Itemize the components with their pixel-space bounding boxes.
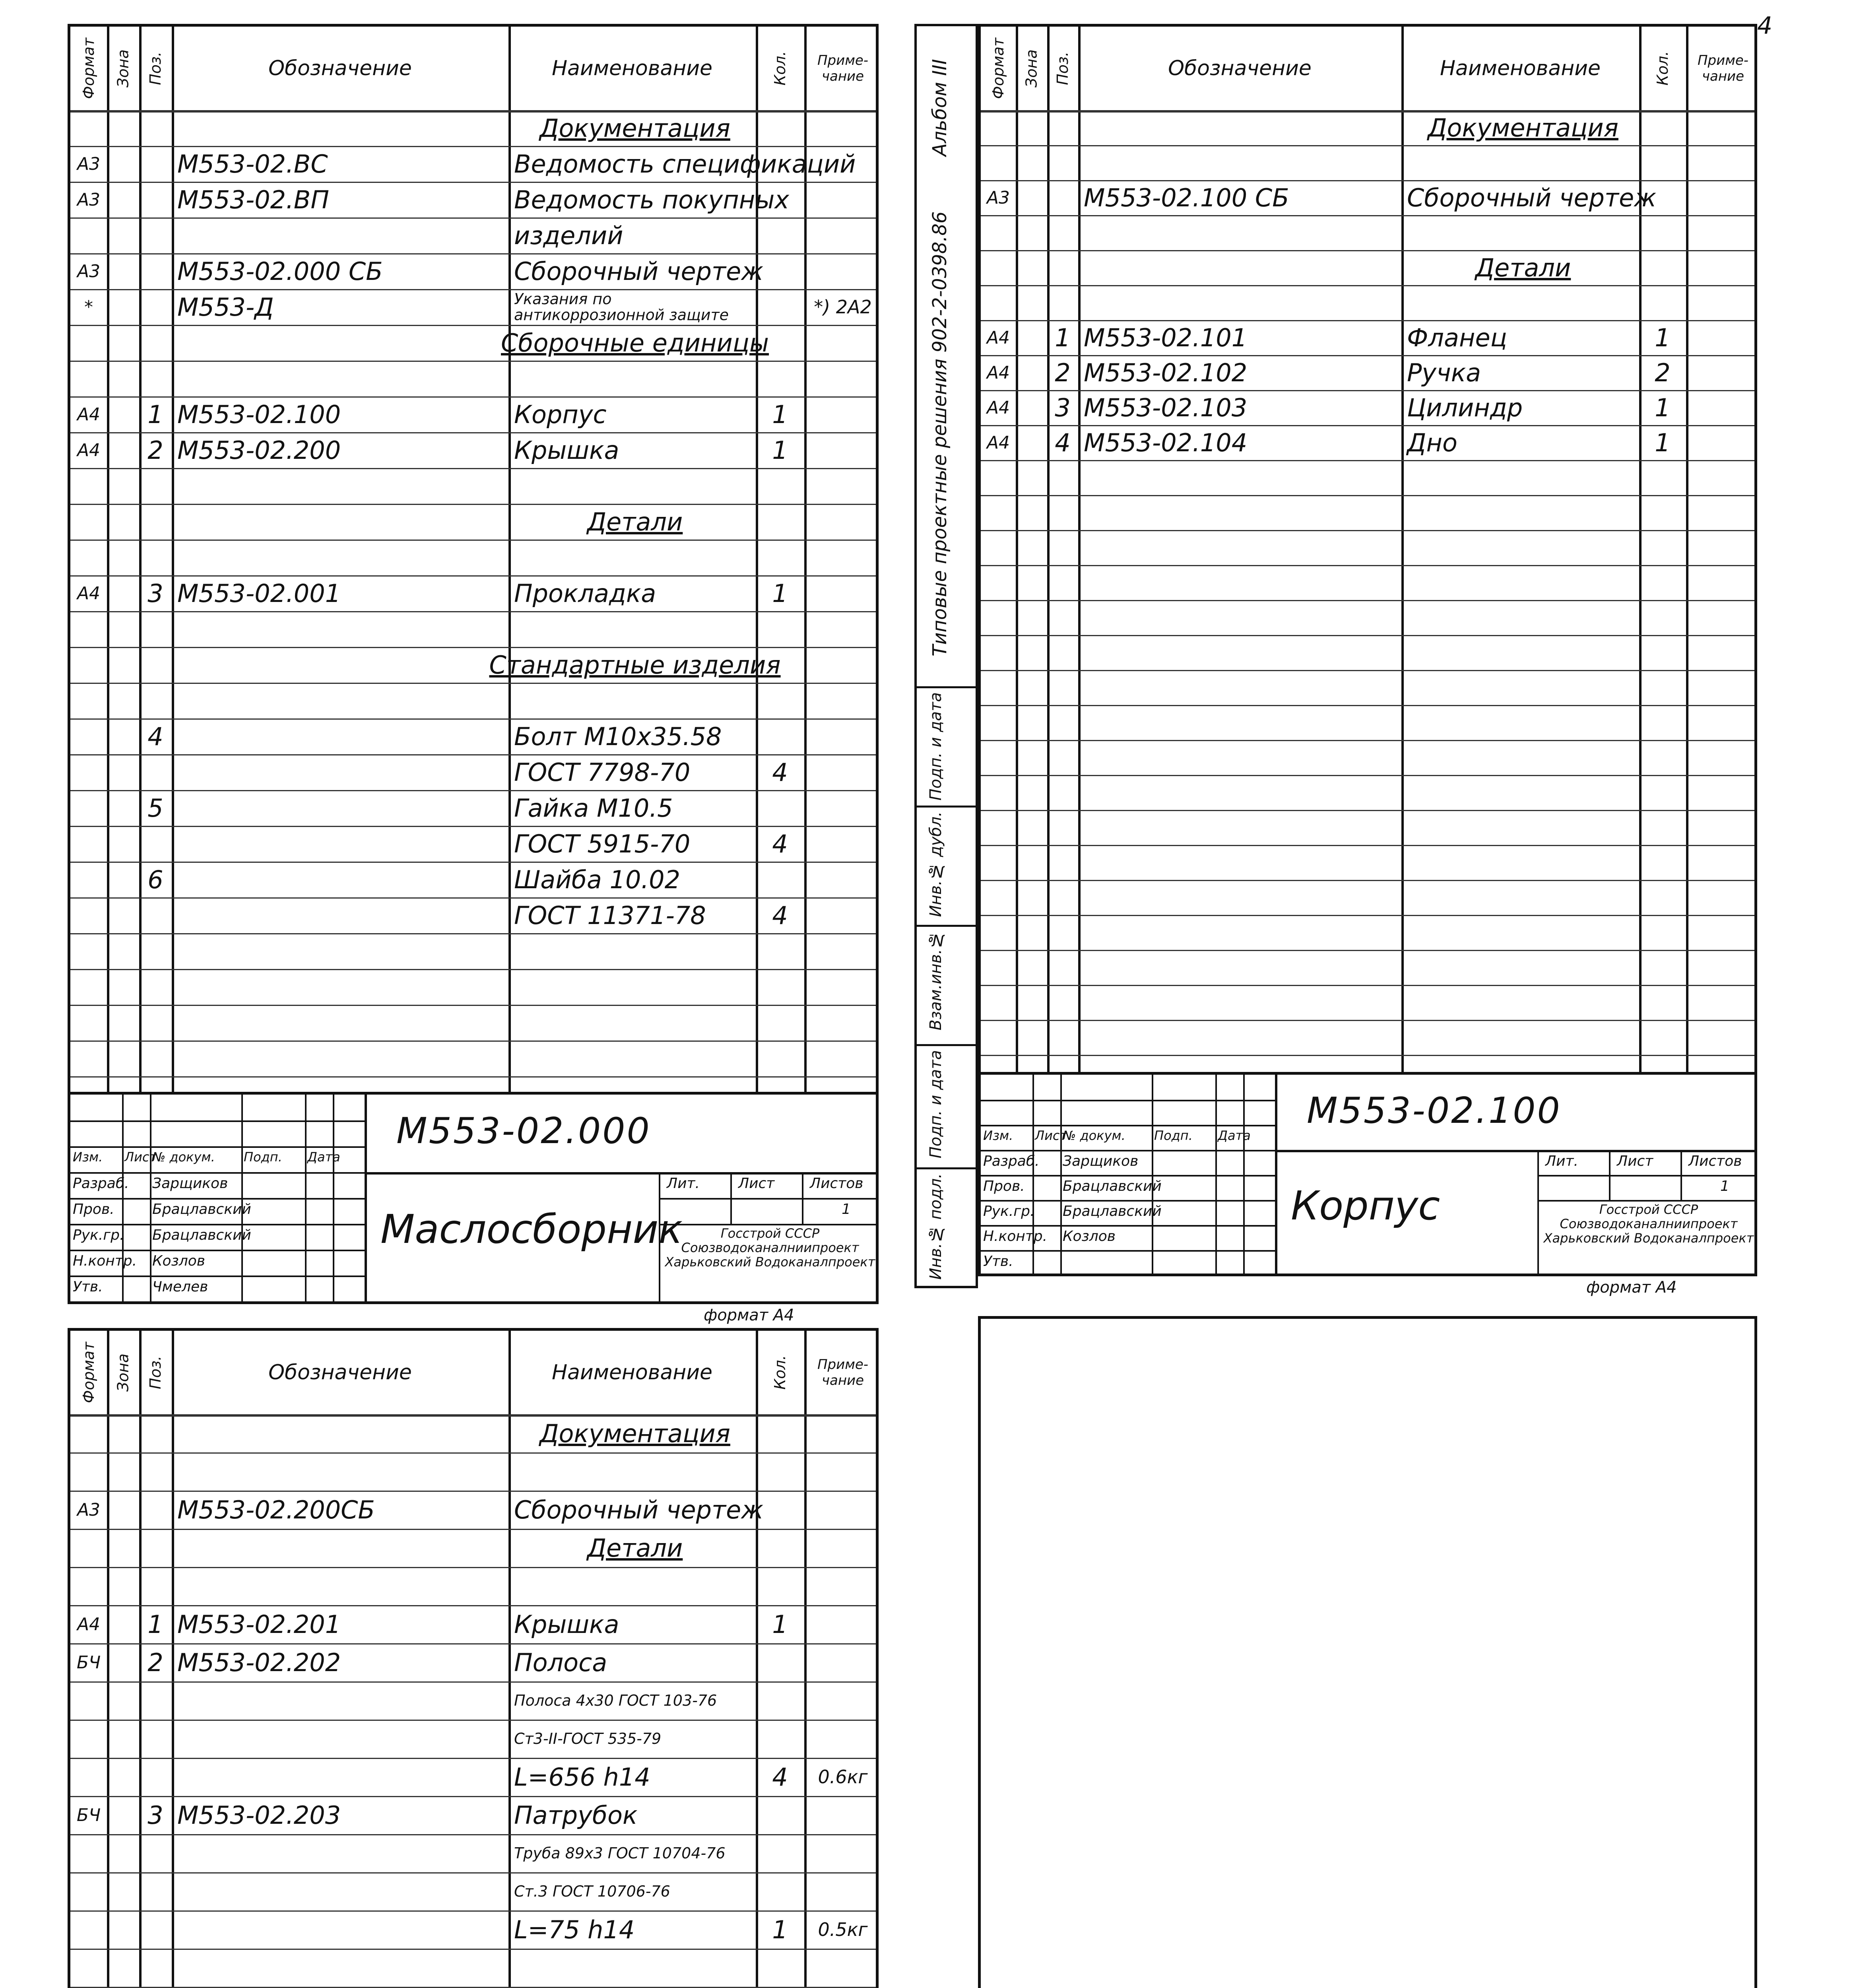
title-block-col-line bbox=[1243, 1075, 1245, 1274]
spec-row bbox=[70, 1452, 876, 1491]
cell-name: Сборочный чертеж bbox=[514, 256, 764, 286]
row-divider bbox=[981, 950, 1754, 951]
cell-name: Болт М10х35.58 bbox=[514, 722, 722, 751]
title-block-header-podp: Подп. bbox=[244, 1149, 282, 1165]
title-block-name: Козлов bbox=[152, 1253, 205, 1269]
cell-name: Труба 89х3 ГОСТ 10704-76 bbox=[514, 1844, 726, 1862]
title-block-role: Разраб. bbox=[983, 1153, 1040, 1169]
title-block-row-line bbox=[659, 1224, 876, 1225]
document-code: M553-02.000 bbox=[396, 1110, 651, 1152]
cell-pos: 3 bbox=[147, 579, 163, 608]
cell-name: Документация bbox=[539, 1419, 730, 1448]
cell-name: Полоса 4х30 ГОСТ 103-76 bbox=[514, 1692, 717, 1709]
side-project-label: Типовые проектные решения 902-2-0398.86 bbox=[929, 211, 951, 656]
cell-format: A3 bbox=[77, 189, 101, 210]
cell-format: A4 bbox=[986, 327, 1010, 348]
sheet2-format-note: формат А4 bbox=[1586, 1278, 1677, 1297]
title-block-header-izm: Изм. bbox=[983, 1128, 1013, 1143]
side-cell-sign-date-2: Подп. и дата bbox=[917, 1044, 976, 1169]
cell-name: Ведомость спецификаций bbox=[514, 149, 856, 179]
title-block-col-line bbox=[659, 1172, 660, 1301]
title-block-name: Чмелев bbox=[152, 1279, 208, 1295]
cell-name: ГОСТ 11371-78 bbox=[514, 901, 706, 930]
cell-pos: 3 bbox=[1055, 393, 1071, 422]
title-block-row-line bbox=[1537, 1200, 1754, 1202]
cell-note: 0.6кг bbox=[818, 1766, 868, 1788]
row-divider bbox=[981, 530, 1754, 531]
cell-format: БЧ bbox=[76, 1652, 101, 1673]
cell-name: Корпус bbox=[514, 400, 607, 429]
row-divider bbox=[981, 565, 1754, 566]
cell-pos: 4 bbox=[147, 722, 163, 751]
title-block-role: Рук.гр. bbox=[983, 1203, 1035, 1219]
title-block-row-line bbox=[1537, 1175, 1754, 1176]
row-divider bbox=[981, 495, 1754, 496]
row-divider bbox=[70, 969, 876, 970]
title-block-name: Зарщиков bbox=[152, 1175, 228, 1192]
title-block-role: Разраб. bbox=[73, 1175, 129, 1192]
spec-row bbox=[70, 217, 876, 253]
title-block-header-ndoc: № докум. bbox=[1063, 1128, 1125, 1143]
column-header-qty: Кол. bbox=[1654, 51, 1671, 86]
title-block-row-line bbox=[365, 1172, 876, 1175]
title-block-header-podp: Подп. bbox=[1154, 1128, 1193, 1143]
title-block-row-line bbox=[70, 1198, 365, 1200]
row-divider bbox=[981, 460, 1754, 461]
document-title: Корпус bbox=[1291, 1182, 1440, 1229]
spec-row bbox=[70, 647, 876, 683]
side-cell-vzam: Взам.инв.№ bbox=[917, 925, 976, 1046]
row-divider bbox=[981, 1055, 1754, 1056]
column-header-pos: Поз. bbox=[147, 51, 164, 85]
title-block-col-line bbox=[241, 1095, 243, 1301]
side-binding-strip bbox=[914, 24, 978, 1288]
title-block-row-line bbox=[70, 1276, 365, 1277]
title-block-row-line bbox=[981, 1175, 1275, 1176]
row-divider bbox=[981, 985, 1754, 986]
title-block-header-lit: Лит. bbox=[1545, 1153, 1578, 1169]
document-code: M553-02.100 bbox=[1307, 1089, 1562, 1132]
cell-name: Ручка bbox=[1407, 358, 1481, 387]
cell-note: *) 2А2 bbox=[814, 296, 872, 318]
cell-name: Стандартные изделия bbox=[489, 650, 781, 679]
spec-row bbox=[981, 285, 1754, 320]
cell-qty: 4 bbox=[772, 829, 788, 858]
cell-format: БЧ bbox=[76, 1805, 101, 1825]
cell-name: Ст3-II-ГОСТ 535-79 bbox=[514, 1730, 662, 1747]
row-divider bbox=[70, 933, 876, 934]
column-header-zone: Зона bbox=[114, 1353, 132, 1392]
row-divider bbox=[981, 880, 1754, 881]
spec-row bbox=[70, 253, 876, 289]
spec-row bbox=[70, 432, 876, 468]
cell-designation: M553-02.103 bbox=[1084, 393, 1248, 422]
cell-pos: 3 bbox=[147, 1800, 163, 1830]
title-block-row-line bbox=[981, 1250, 1275, 1252]
cell-designation: M553-02.100 СБ bbox=[1084, 183, 1289, 212]
title-block-header-data: Дата bbox=[1218, 1128, 1251, 1143]
title-block-row-line bbox=[981, 1225, 1275, 1227]
cell-name: Патрубок bbox=[514, 1800, 638, 1830]
column-header-name: Наименование bbox=[551, 56, 713, 80]
spec-row bbox=[70, 862, 876, 897]
spec-row bbox=[70, 468, 876, 504]
row-divider bbox=[981, 845, 1754, 846]
column-header-note: Приме-чание bbox=[817, 1357, 869, 1388]
title-block-header-lit: Лит. bbox=[667, 1175, 700, 1192]
cell-qty: 1 bbox=[772, 1915, 788, 1944]
cell-designation: M553-02.201 bbox=[177, 1609, 341, 1639]
title-block-header-izm: Изм. bbox=[73, 1149, 103, 1165]
spec-row bbox=[981, 215, 1754, 250]
spec-row bbox=[70, 540, 876, 575]
row-divider bbox=[981, 740, 1754, 741]
cell-format: A4 bbox=[986, 362, 1010, 383]
cell-qty: 1 bbox=[772, 1609, 788, 1639]
title-block-col-line bbox=[305, 1095, 307, 1301]
title-block-col-line bbox=[1609, 1150, 1611, 1200]
row-divider bbox=[981, 635, 1754, 636]
spec-row bbox=[70, 1910, 876, 1949]
cell-name: ГОСТ 7798-70 bbox=[514, 757, 691, 787]
column-header-zone: Зона bbox=[1023, 49, 1040, 87]
cell-name: Сборочные единицы bbox=[501, 328, 769, 357]
column-header-designation: Обозначение bbox=[268, 56, 412, 80]
cell-format: * bbox=[84, 297, 93, 317]
title-block bbox=[981, 1072, 1754, 1274]
title-block-role: Утв. bbox=[73, 1279, 103, 1295]
title-block-row-line bbox=[981, 1150, 1275, 1151]
cell-qty: 4 bbox=[772, 757, 788, 787]
title-block-row-line bbox=[70, 1146, 365, 1148]
cell-designation: M553-Д bbox=[177, 292, 274, 322]
cell-qty: 4 bbox=[772, 1762, 788, 1792]
column-header-format: Формат bbox=[990, 37, 1007, 99]
cell-qty: 1 bbox=[772, 435, 788, 465]
column-header-name: Наименование bbox=[551, 1361, 713, 1384]
cell-name: Детали bbox=[1475, 253, 1571, 282]
title-block-row-line bbox=[981, 1100, 1275, 1101]
row-divider bbox=[981, 775, 1754, 776]
sheet1-format-note: формат А4 bbox=[704, 1306, 794, 1324]
cell-name: Указания по антикоррозионной защите bbox=[514, 290, 729, 324]
title-block-row-line bbox=[70, 1224, 365, 1225]
cell-name: Документация bbox=[539, 113, 730, 143]
title-block-row-line bbox=[70, 1172, 365, 1174]
cell-qty: 1 bbox=[1655, 323, 1671, 352]
column-header-format: Формат bbox=[80, 1342, 97, 1404]
column-header-zone: Зона bbox=[114, 49, 132, 87]
column-header-note: Приме-чание bbox=[1697, 52, 1749, 84]
cell-format: A4 bbox=[986, 432, 1010, 453]
cell-qty: 2 bbox=[1655, 358, 1671, 387]
cell-designation: M553-02.ВС bbox=[177, 149, 328, 179]
title-block-col-line bbox=[150, 1095, 151, 1301]
cell-format: A4 bbox=[986, 397, 1010, 418]
title-block-col-line bbox=[802, 1172, 803, 1224]
column-header-designation: Обозначение bbox=[268, 1361, 412, 1384]
cell-name: Сборочный чертеж bbox=[1407, 183, 1657, 212]
cell-designation: M553-02.202 bbox=[177, 1648, 341, 1677]
spec-row bbox=[70, 504, 876, 540]
cell-format: A4 bbox=[77, 440, 101, 460]
title-block-header-sheet: Лист bbox=[738, 1175, 775, 1192]
cell-name: Документация bbox=[1428, 113, 1618, 142]
title-block-col-line bbox=[1537, 1150, 1539, 1275]
cell-format: A4 bbox=[77, 404, 101, 425]
spec-row bbox=[981, 320, 1754, 355]
title-block-role: Н.контр. bbox=[73, 1253, 137, 1269]
title-block-header-ndoc: № докум. bbox=[152, 1149, 215, 1165]
sheets-total: 1 bbox=[1720, 1178, 1729, 1194]
cell-name: Гайка М10.5 bbox=[514, 793, 673, 823]
cell-name: L=75 h14 bbox=[514, 1915, 635, 1944]
organization-name: Госстрой СССР Союзводоканалниипроект Харьковский Водоканалпроект bbox=[665, 1226, 875, 1270]
spec-row bbox=[981, 425, 1754, 460]
spec-row bbox=[70, 1567, 876, 1605]
cell-qty: 1 bbox=[1655, 393, 1671, 422]
column-header-name: Наименование bbox=[1440, 56, 1601, 80]
spec-row bbox=[70, 1529, 876, 1567]
row-divider bbox=[70, 1005, 876, 1006]
cell-name: Ст.3 ГОСТ 10706-76 bbox=[514, 1883, 670, 1900]
page-number: 4 bbox=[1757, 12, 1773, 40]
spec-row bbox=[70, 1681, 876, 1720]
spec-row bbox=[70, 754, 876, 790]
cell-format: A4 bbox=[77, 1614, 101, 1635]
spec-row bbox=[981, 250, 1754, 285]
column-header-qty: Кол. bbox=[771, 1355, 789, 1390]
title-block-col-line bbox=[1060, 1075, 1062, 1274]
spec-row bbox=[70, 110, 876, 146]
spec-row bbox=[70, 611, 876, 647]
side-cell-sign-date-1: Подп. и дата bbox=[917, 686, 976, 808]
title-block-header-sheet: Лист bbox=[1617, 1153, 1653, 1169]
cell-name: Сборочный чертеж bbox=[514, 1495, 764, 1524]
cell-pos: 2 bbox=[147, 1648, 163, 1677]
title-block-name: Брацлавский bbox=[152, 1227, 251, 1243]
row-divider bbox=[981, 1020, 1754, 1021]
cell-format: A3 bbox=[77, 261, 101, 282]
row-divider bbox=[981, 915, 1754, 916]
spec-row bbox=[70, 575, 876, 611]
cell-pos: 2 bbox=[147, 435, 163, 465]
organization-name: Госстрой СССР Союзводоканалниипроект Харьковский Водоканалпроект bbox=[1543, 1202, 1754, 1246]
title-block-name: Брацлавский bbox=[1063, 1178, 1162, 1194]
cell-name: Шайба 10.02 bbox=[514, 865, 681, 894]
spec-row bbox=[70, 289, 876, 325]
cell-name: Фланец bbox=[1407, 323, 1507, 352]
spec-row bbox=[70, 1834, 876, 1872]
title-block-col-line bbox=[1680, 1150, 1682, 1200]
title-block-role: Н.контр. bbox=[983, 1228, 1048, 1244]
title-block-row-line bbox=[981, 1125, 1275, 1126]
column-header-format: Формат bbox=[80, 37, 97, 99]
title-block-name: Зарщиков bbox=[1063, 1153, 1139, 1169]
cell-name: Цилиндр bbox=[1407, 393, 1523, 422]
cell-pos: 1 bbox=[147, 1609, 163, 1639]
column-header-pos: Поз. bbox=[147, 1355, 164, 1390]
spec-row bbox=[70, 1758, 876, 1796]
column-header-qty: Кол. bbox=[771, 51, 789, 86]
spec-row bbox=[70, 718, 876, 754]
spec-row bbox=[70, 790, 876, 826]
cell-designation: M553-02.100 bbox=[177, 400, 341, 429]
title-block-col-line bbox=[1215, 1075, 1217, 1274]
cell-name: Детали bbox=[587, 1533, 683, 1563]
title-block-col-line bbox=[122, 1095, 124, 1301]
title-block-name: Брацлавский bbox=[152, 1201, 251, 1217]
cell-name: Крышка bbox=[514, 435, 619, 465]
cell-qty: 1 bbox=[772, 400, 788, 429]
title-block-header-list: Лист bbox=[124, 1149, 157, 1165]
spec-row bbox=[70, 1720, 876, 1758]
title-block-header-sheets: Листов bbox=[810, 1175, 863, 1192]
title-block-row-line bbox=[70, 1250, 365, 1251]
title-block-header-list: Лист bbox=[1035, 1128, 1067, 1143]
spec-row bbox=[70, 1949, 876, 1987]
row-divider bbox=[981, 705, 1754, 706]
spec-row bbox=[70, 1414, 876, 1452]
cell-designation: M553-02.200 bbox=[177, 435, 341, 465]
cell-pos: 4 bbox=[1055, 428, 1071, 457]
spec-row bbox=[981, 180, 1754, 215]
spec-row bbox=[981, 390, 1754, 425]
cell-name: Детали bbox=[587, 507, 683, 536]
title-block-col-line bbox=[1152, 1075, 1153, 1274]
spec-row bbox=[70, 396, 876, 432]
spec-row bbox=[70, 325, 876, 361]
spec-row bbox=[70, 897, 876, 933]
spec-sheet-maslosbornik bbox=[68, 24, 879, 1304]
title-block-col-line bbox=[730, 1172, 732, 1224]
spec-row bbox=[981, 355, 1754, 390]
empty-sheet-frame bbox=[978, 1316, 1757, 1988]
title-block-col-line bbox=[365, 1095, 367, 1301]
spec-row bbox=[70, 1872, 876, 1910]
spec-row bbox=[70, 1643, 876, 1681]
side-album-label: Альбом III bbox=[929, 59, 951, 157]
cell-designation: M553-02.203 bbox=[177, 1800, 341, 1830]
cell-name: изделий bbox=[514, 221, 623, 250]
cell-format: A3 bbox=[986, 187, 1010, 208]
cell-pos: 2 bbox=[1055, 358, 1071, 387]
spec-row bbox=[70, 182, 876, 217]
title-block-col-line bbox=[1275, 1075, 1277, 1274]
title-block-role: Пров. bbox=[983, 1178, 1025, 1194]
title-block bbox=[70, 1092, 876, 1301]
side-cell-inv: Инв.№ подл. bbox=[917, 1167, 976, 1289]
spec-row bbox=[70, 1491, 876, 1529]
cell-qty: 1 bbox=[1655, 428, 1671, 457]
cell-name: Дно bbox=[1407, 428, 1457, 457]
spec-row bbox=[70, 361, 876, 396]
title-block-name: Брацлавский bbox=[1063, 1203, 1162, 1219]
title-block-role: Утв. bbox=[983, 1253, 1013, 1270]
row-divider bbox=[70, 1076, 876, 1077]
row-divider bbox=[981, 670, 1754, 671]
document-title: Маслосборник bbox=[380, 1206, 683, 1252]
title-block-name: Козлов bbox=[1063, 1228, 1116, 1244]
spec-row bbox=[70, 1796, 876, 1834]
cell-designation: M553-02.ВП bbox=[177, 185, 329, 214]
spec-row bbox=[70, 683, 876, 718]
cell-name: Крышка bbox=[514, 1609, 619, 1639]
title-block-row-line bbox=[659, 1198, 876, 1200]
cell-name: Прокладка bbox=[514, 579, 656, 608]
spec-row bbox=[981, 110, 1754, 145]
cell-designation: M553-02.104 bbox=[1084, 428, 1248, 457]
row-divider bbox=[981, 600, 1754, 601]
cell-pos: 1 bbox=[147, 400, 163, 429]
row-divider bbox=[981, 810, 1754, 811]
side-cell-dubl: Инв.№ дубл. bbox=[917, 806, 976, 927]
title-block-header-data: Дата bbox=[307, 1149, 340, 1165]
title-block-row-line bbox=[1275, 1150, 1754, 1152]
cell-format: A3 bbox=[77, 1499, 101, 1520]
spec-sheet-korpus bbox=[978, 24, 1757, 1276]
cell-designation: M553-02.000 СБ bbox=[177, 256, 383, 286]
row-divider bbox=[70, 1041, 876, 1042]
title-block-row-line bbox=[70, 1120, 365, 1122]
title-block-role: Рук.гр. bbox=[73, 1227, 124, 1243]
title-block-row-line bbox=[981, 1200, 1275, 1202]
cell-format: A4 bbox=[77, 583, 101, 604]
cell-name: Ведомость покупных bbox=[514, 185, 789, 214]
cell-pos: 6 bbox=[147, 865, 163, 894]
column-header-note: Приме-чание bbox=[817, 52, 869, 84]
cell-name: ГОСТ 5915-70 bbox=[514, 829, 691, 858]
cell-pos: 1 bbox=[1055, 323, 1071, 352]
cell-name: Полоса bbox=[514, 1648, 607, 1677]
cell-pos: 5 bbox=[147, 793, 163, 823]
cell-note: 0.5кг bbox=[818, 1919, 868, 1940]
spec-row bbox=[981, 145, 1754, 180]
title-block-role: Пров. bbox=[73, 1201, 114, 1217]
title-block-header-sheets: Листов bbox=[1688, 1153, 1742, 1169]
column-header-designation: Обозначение bbox=[1168, 56, 1312, 80]
spec-sheet-kryshka bbox=[68, 1328, 879, 1988]
cell-designation: M553-02.102 bbox=[1084, 358, 1248, 387]
cell-designation: M553-02.200СБ bbox=[177, 1495, 375, 1524]
cell-designation: M553-02.001 bbox=[177, 579, 341, 608]
cell-designation: M553-02.101 bbox=[1084, 323, 1248, 352]
sheets-total: 1 bbox=[842, 1201, 851, 1217]
cell-qty: 4 bbox=[772, 901, 788, 930]
cell-format: A3 bbox=[77, 153, 101, 174]
spec-row bbox=[70, 1605, 876, 1643]
title-block-col-line bbox=[333, 1095, 334, 1301]
spec-row bbox=[70, 826, 876, 862]
cell-qty: 1 bbox=[772, 579, 788, 608]
column-header-pos: Поз. bbox=[1054, 51, 1071, 85]
spec-row bbox=[70, 146, 876, 182]
cell-name: L=656 h14 bbox=[514, 1762, 650, 1792]
